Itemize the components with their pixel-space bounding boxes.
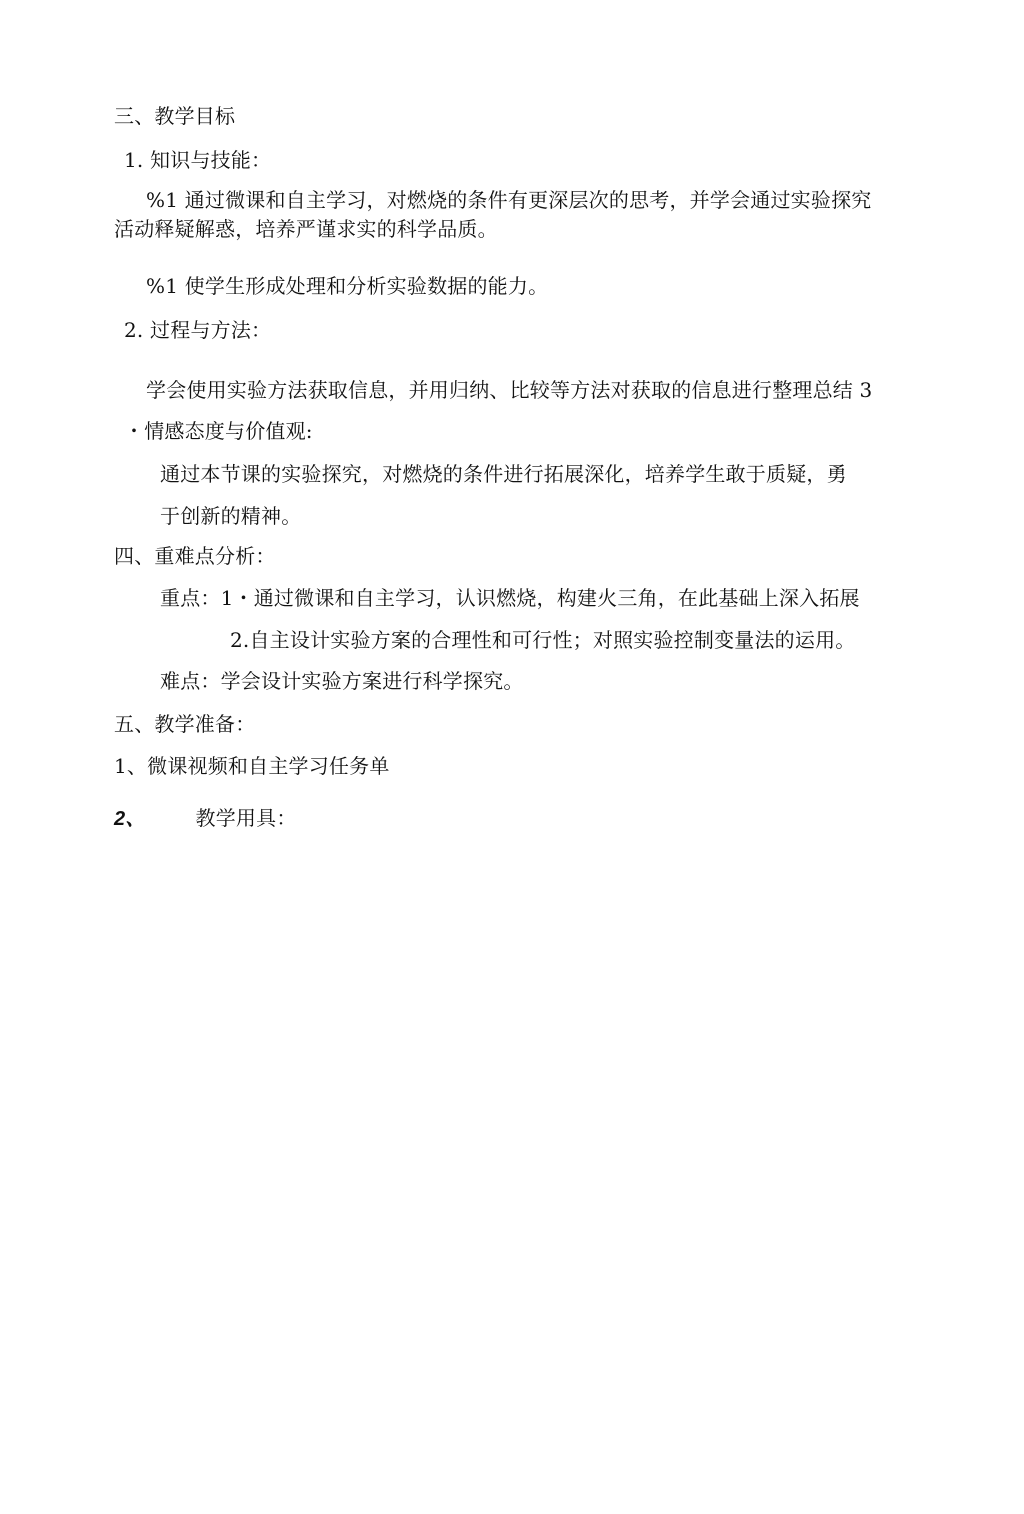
section-3-heading: 三、教学目标 [114,104,236,128]
attitude-values-line-2: 于创新的精神。 [160,504,302,528]
process-method-text: 学会使用实验方法获取信息，并用归纳、比较等方法对获取的信息进行整理总结 3 [146,378,873,402]
preparation-item-2-text: 教学用具： [195,806,297,830]
preparation-item-2-number: 2、 [114,808,146,830]
key-points-line-2: 2.自主设计实验方案的合理性和可行性；对照实验控制变量法的运用。 [230,628,856,652]
knowledge-skills-point-1-line-2: 活动释疑解惑，培养严谨求实的科学品质。 [114,217,498,241]
process-method-title: 2. 过程与方法： [124,318,272,342]
difficulty-point: 难点：学会设计实验方案进行科学探究。 [160,669,524,693]
section-4-heading: 四、重难点分析： [114,544,276,568]
attitude-values-line-1: 通过本节课的实验探究，对燃烧的条件进行拓展深化，培养学生敢于质疑，勇 [160,462,847,486]
preparation-item-1: 1、微课视频和自主学习任务单 [114,754,390,778]
knowledge-skills-point-1-line-1: %1 通过微课和自主学习，对燃烧的条件有更深层次的思考，并学会通过实验探究 [146,188,872,212]
knowledge-skills-title: 1. 知识与技能： [124,148,272,172]
knowledge-skills-point-2: %1 使学生形成处理和分析实验数据的能力。 [146,274,549,298]
key-points-line-1: 重点：1・通过微课和自主学习，认识燃烧，构建火三角，在此基础上深入拓展 [160,586,860,610]
attitude-values-title: ・情感态度与价值观: [124,419,313,443]
preparation-item-2 [114,804,297,833]
section-5-heading: 五、教学准备： [114,712,256,736]
